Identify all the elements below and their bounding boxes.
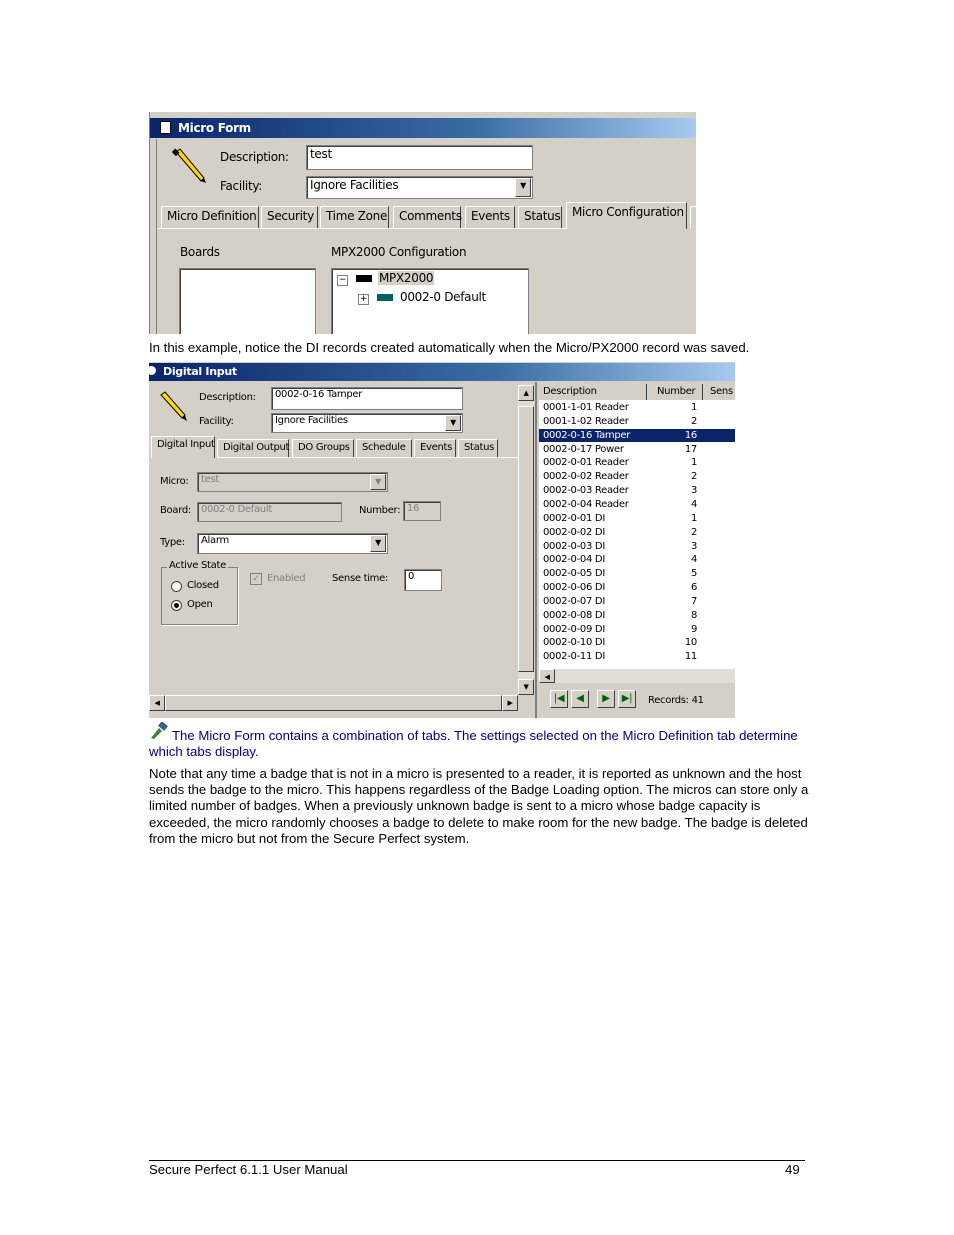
previous-record-icon[interactable]: ◀: [571, 690, 589, 708]
dropdown-arrow-icon: ▼: [370, 474, 386, 490]
micro-label: Micro:: [160, 476, 189, 487]
dropdown-arrow-icon[interactable]: ▼: [515, 178, 531, 197]
row-number: 17: [684, 443, 697, 455]
facility-select[interactable]: [306, 176, 533, 199]
row-description: 0002-0-03 Reader: [543, 485, 629, 497]
last-record-icon[interactable]: ▶|: [618, 690, 636, 708]
app-icon: [149, 366, 156, 375]
row-number: 5: [690, 568, 697, 580]
di-facility-select[interactable]: [271, 413, 463, 433]
row-number: 1: [690, 402, 697, 413]
tab-micro-definition[interactable]: Micro Definition: [161, 206, 259, 228]
row-description: 0002-0-01 Reader: [543, 457, 629, 469]
row-description: 0002-0-03 DI: [543, 540, 605, 552]
dropdown-arrow-icon[interactable]: ▼: [445, 415, 461, 431]
row-number: 11: [684, 651, 697, 663]
di-facility-label: Facility:: [199, 416, 234, 427]
active-state-group: [161, 567, 238, 625]
sense-time-input[interactable]: 0: [404, 569, 442, 591]
row-number: 16: [684, 429, 697, 441]
micro-select: [197, 472, 388, 492]
scroll-down-icon[interactable]: ▼: [518, 679, 534, 695]
left-horizontal-scrollbar[interactable]: [149, 695, 518, 711]
row-description: 0002-0-06 DI: [543, 582, 605, 594]
tab-digital-input[interactable]: Digital Input: [151, 436, 215, 458]
tab-time-zone[interactable]: Time Zone: [320, 206, 389, 228]
footer-title: Secure Perfect 6.1.1 User Manual: [149, 1162, 348, 1177]
micro-form-title: Micro Form: [178, 121, 251, 135]
table-row[interactable]: [539, 429, 735, 442]
tab-digital-output[interactable]: Digital Output: [217, 439, 289, 458]
page-number: 49: [785, 1162, 800, 1177]
enabled-checkbox: ✓: [250, 573, 262, 585]
tab-events[interactable]: Events: [414, 439, 456, 458]
number-input: 16: [403, 501, 441, 521]
scroll-up-icon[interactable]: ▲: [518, 385, 534, 401]
tab-do-groups[interactable]: DO Groups: [292, 439, 354, 458]
table-row[interactable]: [539, 540, 735, 553]
table-row[interactable]: [539, 526, 735, 539]
table-row[interactable]: [539, 636, 735, 649]
radio-dot-icon: [174, 603, 179, 608]
row-description: 0002-0-02 DI: [543, 526, 605, 538]
form-icon: [160, 121, 171, 134]
digital-input-screenshot: [149, 362, 735, 718]
col-number[interactable]: Number: [647, 384, 703, 400]
pencil-icon: [170, 148, 208, 184]
body-paragraph: Note that any time a badge that is not in a micro is presented to a reader, it is reported as unknown and the host sends the badge to the micro. This happens regardless of the Badge Loading option. The micros can store only a limited number of badges. When a previously unknown badge is sent to a micro whose badge capacity is exceeded, the micro randomly chooses a badge to delete to make room for the new badge. The badge is deleted from the micro but not from the Secure Perfect system.: [149, 766, 809, 846]
di-description-input[interactable]: 0002-0-16 Tamper: [271, 387, 463, 410]
open-radio[interactable]: [171, 600, 182, 611]
row-number: 2: [690, 526, 697, 538]
tab-status[interactable]: Status: [518, 206, 562, 228]
tab-security[interactable]: Security: [261, 206, 318, 228]
tab-panel-edge: [217, 457, 519, 458]
tab-events[interactable]: Events: [465, 206, 515, 228]
row-description: 0002-0-02 Reader: [543, 471, 629, 483]
table-row[interactable]: [539, 512, 735, 525]
record-navigator: [550, 690, 633, 708]
scroll-left-icon[interactable]: ◀: [539, 669, 555, 683]
row-description: 0002-0-17 Power: [543, 443, 624, 455]
table-row[interactable]: [539, 470, 735, 483]
number-label: Number:: [359, 505, 401, 516]
table-row[interactable]: [539, 609, 735, 622]
row-description: 0002-0-04 DI: [543, 554, 605, 566]
right-horizontal-scrollbar[interactable]: [539, 669, 735, 683]
config-tree[interactable]: [331, 268, 529, 334]
table-row[interactable]: [539, 456, 735, 469]
table-row[interactable]: [539, 415, 735, 428]
di-facility-value: Ignore Facilities: [275, 415, 348, 426]
config-label: MPX2000 Configuration: [331, 245, 467, 259]
closed-label[interactable]: Closed: [187, 580, 219, 591]
note-text: The Micro Form contains a combination of tabs. The settings selected on the Micro Definition tab determine which tabs display.: [149, 728, 798, 760]
scroll-right-icon[interactable]: ▶: [502, 695, 518, 711]
row-description: 0001-1-02 Reader: [543, 415, 629, 427]
open-label[interactable]: Open: [187, 599, 213, 610]
row-number: 10: [684, 637, 697, 649]
digital-input-title: Digital Input: [163, 365, 237, 378]
board-label: Board:: [160, 505, 191, 516]
left-vertical-scrollbar[interactable]: [518, 385, 534, 695]
scroll-left-icon[interactable]: ◀: [149, 695, 165, 711]
table-row[interactable]: [539, 484, 735, 497]
facility-value: Ignore Facilities: [310, 178, 399, 192]
row-number: 2: [690, 415, 697, 427]
col-description[interactable]: Description: [539, 384, 647, 400]
row-description: 0002-0-08 DI: [543, 609, 605, 621]
type-select[interactable]: [197, 533, 388, 554]
row-number: 3: [690, 540, 697, 552]
description-input[interactable]: test: [306, 145, 533, 170]
first-record-icon[interactable]: |◀: [550, 690, 568, 708]
row-number: 8: [690, 609, 697, 621]
caption-1: In this example, notice the DI records created automatically when the Micro/PX2000 record was saved.: [149, 340, 750, 355]
scroll-thumb[interactable]: [518, 406, 534, 672]
row-description: 0002-0-01 DI: [543, 512, 605, 524]
active-state-label: Active State: [169, 560, 226, 571]
table-row[interactable]: [539, 581, 735, 594]
next-record-icon[interactable]: ▶: [597, 690, 615, 708]
row-number: 4: [690, 554, 697, 566]
table-row[interactable]: [539, 567, 735, 580]
table-row[interactable]: [539, 553, 735, 566]
type-value: Alarm: [201, 535, 229, 546]
row-number: 9: [690, 623, 697, 635]
tab-schedule[interactable]: Schedule: [356, 439, 412, 458]
micro-form-screenshot: [149, 112, 696, 334]
col-sens[interactable]: Sens: [710, 386, 733, 397]
row-description: 0002-0-10 DI: [543, 637, 605, 649]
di-description-label: Description:: [199, 392, 256, 403]
row-description: 0002-0-04 Reader: [543, 498, 629, 510]
facility-label: Facility:: [220, 179, 263, 193]
row-description: 0001-1-01 Reader: [543, 402, 629, 413]
row-description: 0002-0-09 DI: [543, 623, 605, 635]
records-list[interactable]: [539, 384, 735, 674]
enabled-label: Enabled: [267, 573, 306, 584]
row-number: 2: [690, 471, 697, 483]
tab-micro-configuration[interactable]: Micro Configuration: [566, 202, 687, 229]
tree-child-default[interactable]: 0002-0 Default: [400, 290, 486, 304]
row-description: 0002-0-07 DI: [543, 595, 605, 607]
h-scroll-thumb[interactable]: [165, 695, 502, 711]
tab-overflow[interactable]: [690, 206, 696, 228]
device-icon: [356, 275, 372, 282]
digital-input-title-bar: [149, 363, 735, 381]
row-number: 1: [690, 512, 697, 524]
row-number: 6: [690, 582, 697, 594]
board-icon: [377, 294, 393, 301]
footer-rule: [149, 1160, 805, 1161]
table-row[interactable]: [539, 623, 735, 636]
collapse-icon[interactable]: −: [338, 275, 347, 285]
row-description: 0002-0-16 Tamper: [543, 429, 631, 441]
micro-value: test: [201, 474, 220, 485]
tab-status[interactable]: Status: [458, 439, 498, 458]
row-description: 0002-0-11 DI: [543, 651, 605, 663]
type-label: Type:: [160, 537, 185, 548]
tree-root-mpx2000[interactable]: MPX2000: [379, 271, 434, 285]
table-row[interactable]: [539, 595, 735, 608]
row-number: 1: [690, 457, 697, 469]
board-input: 0002-0 Default: [197, 502, 342, 522]
description-label: Description:: [220, 150, 289, 164]
expand-icon[interactable]: +: [359, 294, 368, 304]
dropdown-arrow-icon[interactable]: ▼: [370, 535, 386, 552]
row-description: 0002-0-05 DI: [543, 568, 605, 580]
row-number: 7: [690, 595, 697, 607]
sense-time-label: Sense time:: [332, 573, 389, 584]
closed-radio[interactable]: [171, 581, 182, 592]
tab-comments[interactable]: Comments: [393, 206, 461, 228]
row-number: 4: [690, 498, 697, 510]
table-row[interactable]: [539, 443, 735, 456]
table-row[interactable]: [539, 650, 735, 663]
micro-form-title-bar: [150, 118, 696, 138]
pencil-icon: [157, 391, 187, 421]
boards-label: Boards: [180, 245, 220, 259]
table-row[interactable]: [539, 498, 735, 511]
row-number: 3: [690, 485, 697, 497]
records-count: Records: 41: [648, 695, 704, 706]
boards-list[interactable]: [179, 268, 316, 334]
table-row[interactable]: [539, 401, 735, 414]
tab-panel-edge: [158, 228, 566, 229]
